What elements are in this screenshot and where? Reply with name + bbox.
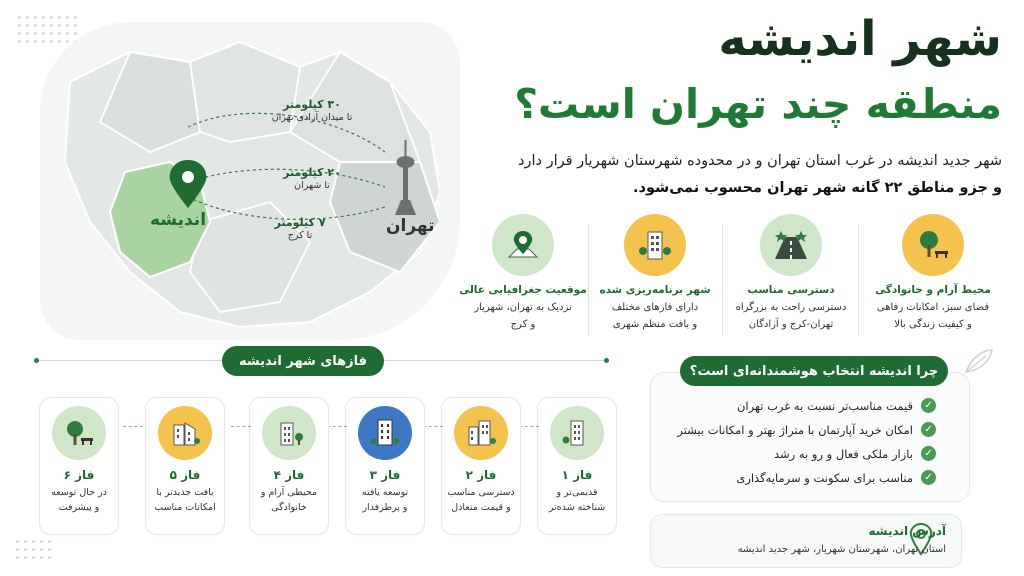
divider (858, 224, 859, 336)
phase-card-5 (145, 397, 225, 535)
why-item-text: امکان خرید آپارتمان با متراژ بهتر و امکانات بیشتر (677, 422, 913, 437)
phase-name: فاز ۳ (369, 468, 401, 482)
why-item (677, 422, 936, 437)
highway-icon (760, 214, 822, 276)
feature-desc-line: و کرج (510, 318, 536, 330)
phase-desc-line: و پیشرفت (58, 502, 100, 514)
phase-card-1 (537, 397, 617, 535)
check-icon: ✓ (921, 470, 936, 485)
feature-title: موقعیت جغرافیایی عالی (459, 284, 587, 296)
feature-desc-line: فضای سبز، امکانات رفاهی (876, 302, 990, 313)
decorative-dots-bottom (16, 540, 51, 559)
address-title: آدرس اندیشه (868, 524, 946, 538)
map-card (40, 22, 460, 340)
feature-family (868, 214, 998, 333)
phase-desc-line: در حال توسعه (51, 487, 107, 498)
phase-desc-line: شناخته شده‌تر (548, 502, 606, 514)
check-icon: ✓ (921, 398, 936, 413)
tree-bench-icon (902, 214, 964, 276)
phase-connector (519, 426, 539, 427)
decorative-dots-top (18, 16, 77, 43)
phase-desc-line: محیطی آرام و (260, 487, 318, 498)
why-item-text: مناسب برای سکونت و سرمایه‌گذاری (736, 470, 913, 485)
phase-desc-line: قدیمی‌تر و (556, 487, 598, 498)
phase-card-4 (249, 397, 329, 535)
phase-name: فاز ۵ (169, 468, 201, 482)
planned-city-icon (624, 214, 686, 276)
region-map (40, 22, 460, 340)
phase-name: فاز ۶ (63, 468, 95, 482)
map-pin-icon (492, 214, 554, 276)
check-icon: ✓ (921, 422, 936, 437)
feature-desc-line: نزدیک به تهران، شهریار (474, 302, 572, 313)
feature-desc-line: دسترسی راحت به بزرگراه (735, 302, 847, 313)
phase-desc-line: خانوادگی (271, 502, 307, 514)
phase-name: فاز ۴ (273, 468, 305, 482)
why-item-text: قیمت مناسب‌تر نسبت به غرب تهران (736, 398, 913, 413)
feature-access (726, 214, 856, 333)
intro-paragraph (442, 148, 1002, 202)
intro-line-2: و جزو مناطق ۲۲ گانه شهر تهران محسوب نمی‌شود. (633, 179, 1002, 196)
leaf-decoration-icon (962, 346, 996, 380)
feature-title: شهر برنامه‌ریزی شده (599, 284, 711, 296)
family-buildings-icon (262, 406, 316, 460)
phase-card-3 (345, 397, 425, 535)
check-icon: ✓ (921, 446, 936, 461)
phase-desc-line: و پرطرفدار (362, 502, 408, 514)
why-title: چرا اندیشه انتخاب هوشمندانه‌ای است؟ (680, 356, 948, 386)
developed-city-icon (358, 406, 412, 460)
phase-desc-line: دسترسی مناسب (447, 487, 515, 498)
phase-desc-line: بافت جدیدتر با (156, 487, 214, 498)
feature-title: دسترسی مناسب (747, 284, 835, 296)
divider (722, 224, 723, 336)
phase-desc-line: امکانات مناسب (154, 502, 216, 514)
phase-desc-line: توسعه یافته (361, 487, 409, 498)
feature-desc-line: و کیفیت زندگی بالا (894, 318, 972, 330)
phase-connector (123, 426, 143, 427)
phase-connector (423, 426, 443, 427)
phase-name: فاز ۱ (561, 468, 593, 482)
route-distance-2: ۲۰ کیلومتر تا شهران (283, 166, 341, 191)
new-buildings-icon (158, 406, 212, 460)
why-item (737, 398, 936, 413)
feature-desc-line: و بافت منظم شهری (612, 318, 698, 330)
destination-city-label: تهران (386, 216, 435, 236)
feature-planned (590, 214, 720, 333)
address-text: استان تهران، شهرستان شهریار، شهر جدید اندیشه (737, 544, 946, 555)
divider (588, 224, 589, 336)
page-subtitle: منطقه چند تهران است؟ (514, 80, 1002, 128)
old-buildings-icon (550, 406, 604, 460)
route-distance-3: ۷ کیلومتر تا کرج (274, 216, 326, 241)
phases-line-dot (34, 358, 39, 363)
route-distance-1: ۳۰ کیلومتر تا میدان آزادی تهران (271, 98, 353, 123)
why-item (736, 470, 936, 485)
origin-city-label: اندیشه (150, 210, 207, 230)
developing-park-icon (52, 406, 106, 460)
phase-connector (231, 426, 251, 427)
phases-title: فازهای شهر اندیشه (222, 346, 384, 376)
phases-line-dot (604, 358, 609, 363)
feature-desc-line: دارای فازهای مختلف (611, 302, 699, 313)
intro-line-1: شهر جدید اندیشه در غرب استان تهران و در محدوده شهرستان شهریار قرار دارد (518, 153, 1002, 169)
phase-card-2 (441, 397, 521, 535)
phase-desc-line: و قیمت متعادل (451, 502, 511, 514)
phase-connector (327, 426, 347, 427)
why-item (774, 446, 936, 461)
feature-location (458, 214, 588, 333)
phase-name: فاز ۲ (465, 468, 497, 482)
why-item-text: بازار ملکی فعال و رو به رشد (774, 446, 913, 461)
phase-card-6 (39, 397, 119, 535)
city-buildings-icon (454, 406, 508, 460)
feature-desc-line: تهران-کرج و آزادگان (748, 318, 834, 330)
page-title: شهر اندیشه (718, 11, 1002, 67)
feature-title: محیط آرام و خانوادگی (875, 284, 991, 296)
